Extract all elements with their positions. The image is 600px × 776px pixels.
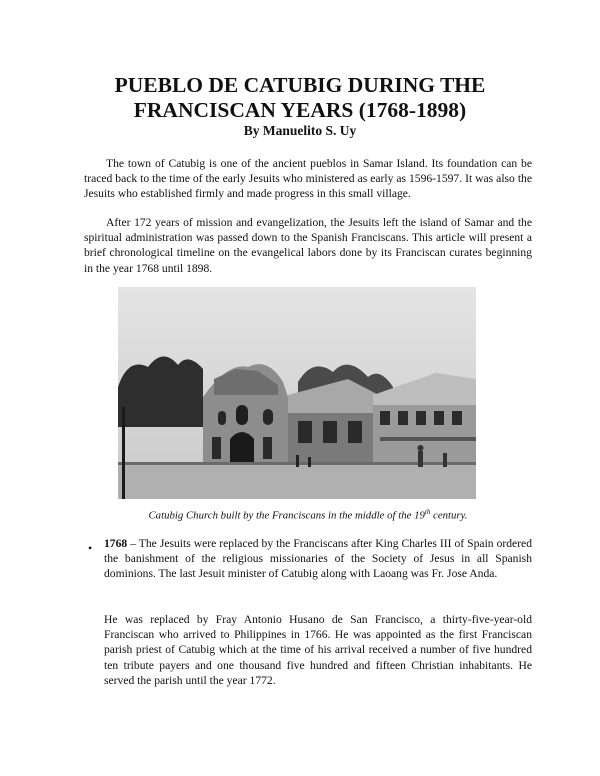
timeline-entry-1768 — [104, 536, 532, 582]
intro-paragraph-1: The town of Catubig is one of the ancient pueblos in Samar Island. Its foundation can be traced back to the time of the early Jesuits who ministered as early as 1596-1597. It was also the Jesuits who established firmly and made progress in this small village. — [84, 157, 532, 201]
intro-paragraph-2: After 172 years of mission and evangelization, the Jesuits left the island of Samar and the spiritual administration was passed down to the Spanish Franciscans. This article will present a brief chronological timeline on the evangelical labors done by its Franciscan curates beginning in the year 1768 until 1898. — [84, 216, 532, 275]
church-photo — [118, 287, 476, 499]
title-line-1: PUEBLO DE CATUBIG DURING THE — [114, 73, 486, 97]
caption-superscript: th — [424, 508, 431, 516]
document-title — [60, 73, 540, 123]
timeline-text: – The Jesuits were replaced by the Franciscans after King Charles III of Spain ordered the banishment of the religious missionaries of the Society of Jesus in all Spanish dominions. The last Jesuit minister of Catubig along with Laoang was Fr. Jose Anda. — [104, 537, 532, 581]
photo-caption — [84, 508, 532, 522]
timeline-year: 1768 — [104, 537, 128, 550]
caption-text: Catubig Church built by the Franciscans in the middle of the 19 — [148, 509, 425, 522]
caption-end: century. — [430, 509, 468, 522]
timeline-followup-paragraph: He was replaced by Fray Antonio Husano de San Francisco, a thirty-five-year-old Franciscan who arrived to Philippines in 1766. He was appointed as the first Franciscan parish priest of Catubig which at the time of his arrival received a number of five hundred ten tribute payers and one thousand five hundred and fifteen Christian inhabitants. He served the parish until the year 1772. — [104, 613, 532, 687]
author-byline: By Manuelito S. Uy — [243, 123, 357, 138]
title-line-2: FRANCISCAN YEARS (1768-1898) — [133, 98, 467, 122]
bullet-icon: • — [88, 541, 93, 555]
